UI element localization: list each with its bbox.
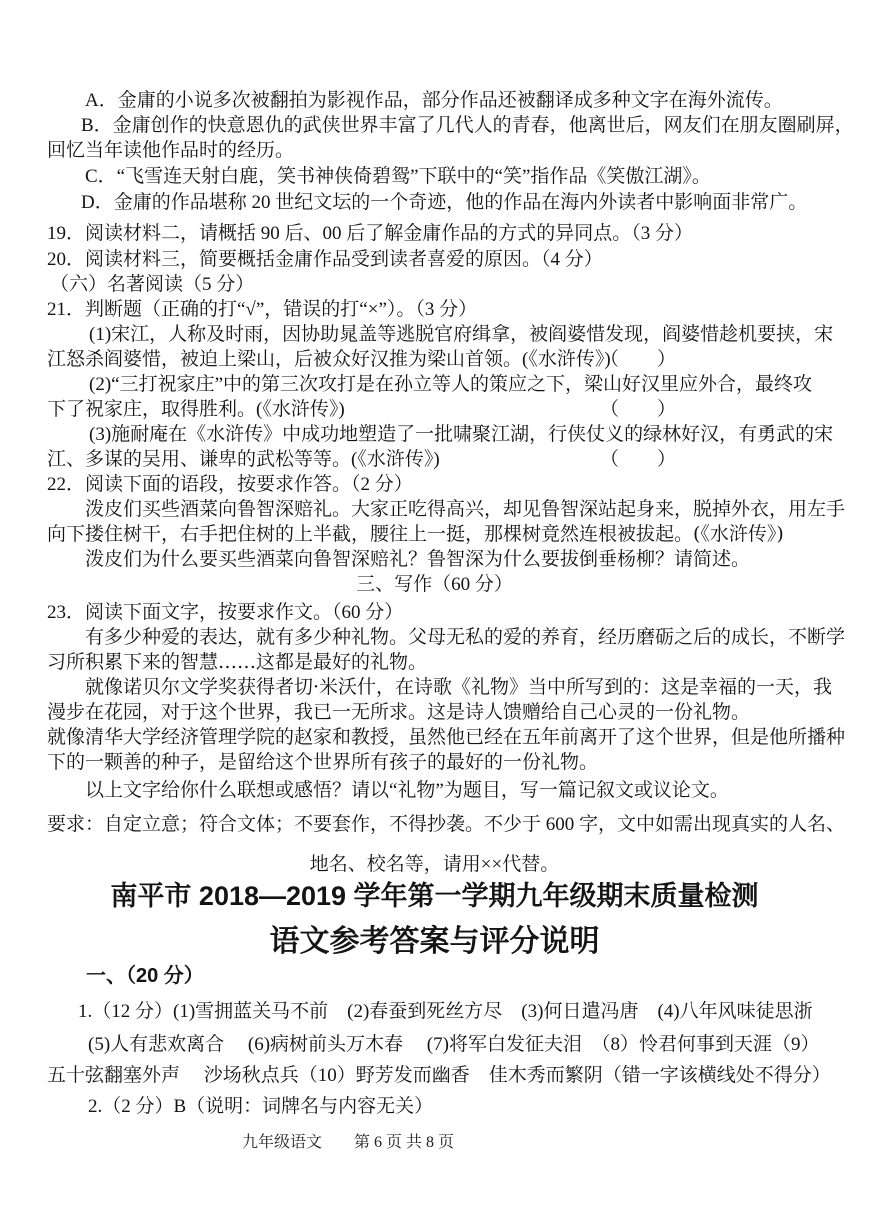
q21-item1-line2 [47,347,677,372]
q21-item1-line1: (1)宋江，人称及时雨，因协助晁盖等逃脱官府缉拿，被阎婆惜发现，阎婆惜趁机要挟，宋 [89,324,834,345]
q21-item3-line1: (3)施耐庵在《水浒传》中成功地塑造了一批啸聚江湖，行侠仗义的绿林好汉，有勇武的宋 [89,424,834,445]
option-b-line2: 回忆当年读他作品时的经历。 [47,140,295,161]
question-20: 20．阅读材料三，简要概括金庸作品受到读者喜爱的原因。（4 分） [47,249,603,270]
page-footer: 九年级语文 第 6 页 共 8 页 [242,1134,455,1151]
option-d: D．金庸的作品堪称 20 世纪文坛的一个奇迹，他的作品在海内外读者中影响面非常广。 [81,192,808,213]
section-three-header: 三、写作（60 分） [356,574,513,595]
q21-item1-line2-text: 江怒杀阎婆惜，被迫上梁山，后被众好汉推为梁山首领。(《水浒传》) [47,349,611,370]
question-19: 19．阅读材料二，请概括 90 后、00 后了解金庸作品的方式的异同点。（3 分） [47,223,694,244]
question-21-stem: 21．判断题（正确的打“√”，错误的打“×”）。（3 分） [47,299,478,320]
q23-paragraph1-line1: 有多少种爱的表达，就有多少种礼物。父母无私的爱的养育，经历磨砺之后的成长，不断学 [85,626,846,648]
q21-item2-line2-text: 下了祝家庄，取得胜利。(《水浒传》) [47,399,345,420]
section-six-header: （六）名著阅读（5 分） [50,274,255,295]
question-23-stem: 23．阅读下面文字，按要求作文。（60 分） [47,602,404,623]
answer1-line3: 五十弦翻塞外声 沙场秋点兵（10）野芳发而幽香 佳木秀而繁阴（错一字该横线处不得分） [47,1065,831,1086]
q23-paragraph3-line1: 就像清华大学经济管理学院的赵家和教授，虽然他已经在五年前离开了这个世界，但是他所播种 [47,726,846,748]
q21-item2-answer-blank: （ ） [600,399,677,420]
q21-item2-line1: (2)“三打祝家庄”中的第三次攻打是在孙立等人的策应之下，梁山好汉里应外合，最终攻 [89,374,813,395]
answer-key-title-line1: 南平市 2018—2019 学年第一学期九年级期末质量检测 [110,881,759,911]
answer1-line1: 1.（12 分）(1)雪拥蓝关马不前 (2)春蚕到死丝方尽 (3)何日遣冯唐 (4)八年风味徒思浙 [78,1001,813,1022]
q21-item2-line2 [47,397,677,422]
q23-paragraph2-line1: 就像诺贝尔文学奖获得者切·米沃什，在诗歌《礼物》当中所写到的：这是幸福的一天，我 [85,676,833,698]
q22-passage-line1: 泼皮们买些酒菜向鲁智深赔礼。大家正吃得高兴，却见鲁智深站起身来，脱掉外衣，用左手 [85,498,846,520]
q22-passage-line2: 向下搂住树干，右手把住树的上半截，腰往上一挺，那棵树竟然连根被拔起。(《水浒传》) [47,523,784,545]
q21-item3-line2-text: 江、多谋的吴用、谦卑的武松等等。(《水浒传》) [47,449,440,470]
q23-paragraph3-line2: 下的一颗善的种子，是留给这个世界所有孩子的最好的一份礼物。 [47,751,599,773]
q23-paragraph2-line2: 漫步在花园，对于这个世界，我已一无所求。这是诗人馈赠给自己心灵的一份礼物。 [47,701,751,723]
q23-requirements-line1: 要求：自定立意；符合文体；不要套作，不得抄袭。不少于 600 字，文中如需出现真实的人名、 [47,814,846,835]
answer-key-section1-header: 一、（20 分） [86,965,204,987]
q23-paragraph1-line2: 习所积累下来的智慧……这都是最好的礼物。 [47,651,428,673]
answer2-line: 2.（2 分）B（说明：词牌名与内容无关） [88,1096,434,1117]
q23-requirements-line2: 地名、校名等，请用××代替。 [309,854,560,875]
q22-question: 泼皮们为什么要买些酒菜向鲁智深赔礼？鲁智深为什么要拔倒垂杨柳？请简述。 [85,548,751,570]
answer1-line2: (5)人有悲欢离合 (6)病树前头万木春 (7)将军白发征夫泪 （8）怜君何事到天涯（9） [88,1034,820,1055]
q21-item1-answer-blank: （ ） [600,349,677,370]
question-22-stem: 22．阅读下面的语段，按要求作答。（2 分） [47,474,413,495]
option-c: C．“飞雪连天射白鹿，笑书神侠倚碧鸳”下联中的“笑”指作品《笑傲江湖》。 [85,166,711,187]
answer-key-title-line2: 语文参考答案与评分说明 [269,925,600,958]
q21-item3-line2 [47,447,677,472]
option-b-line1: B．金庸创作的快意恩仇的武侠世界丰富了几代人的青春，他离世后，网友们在朋友圈刷屏， [81,115,854,136]
option-a: A．金庸的小说多次被翻拍为影视作品，部分作品还被翻译成多种文字在海外流传。 [85,90,783,111]
q23-prompt: 以上文字给你什么联想或感悟？请以“礼物”为题目，写一篇记叙文或议论文。 [85,780,729,801]
q21-item3-answer-blank: （ ） [600,449,677,470]
